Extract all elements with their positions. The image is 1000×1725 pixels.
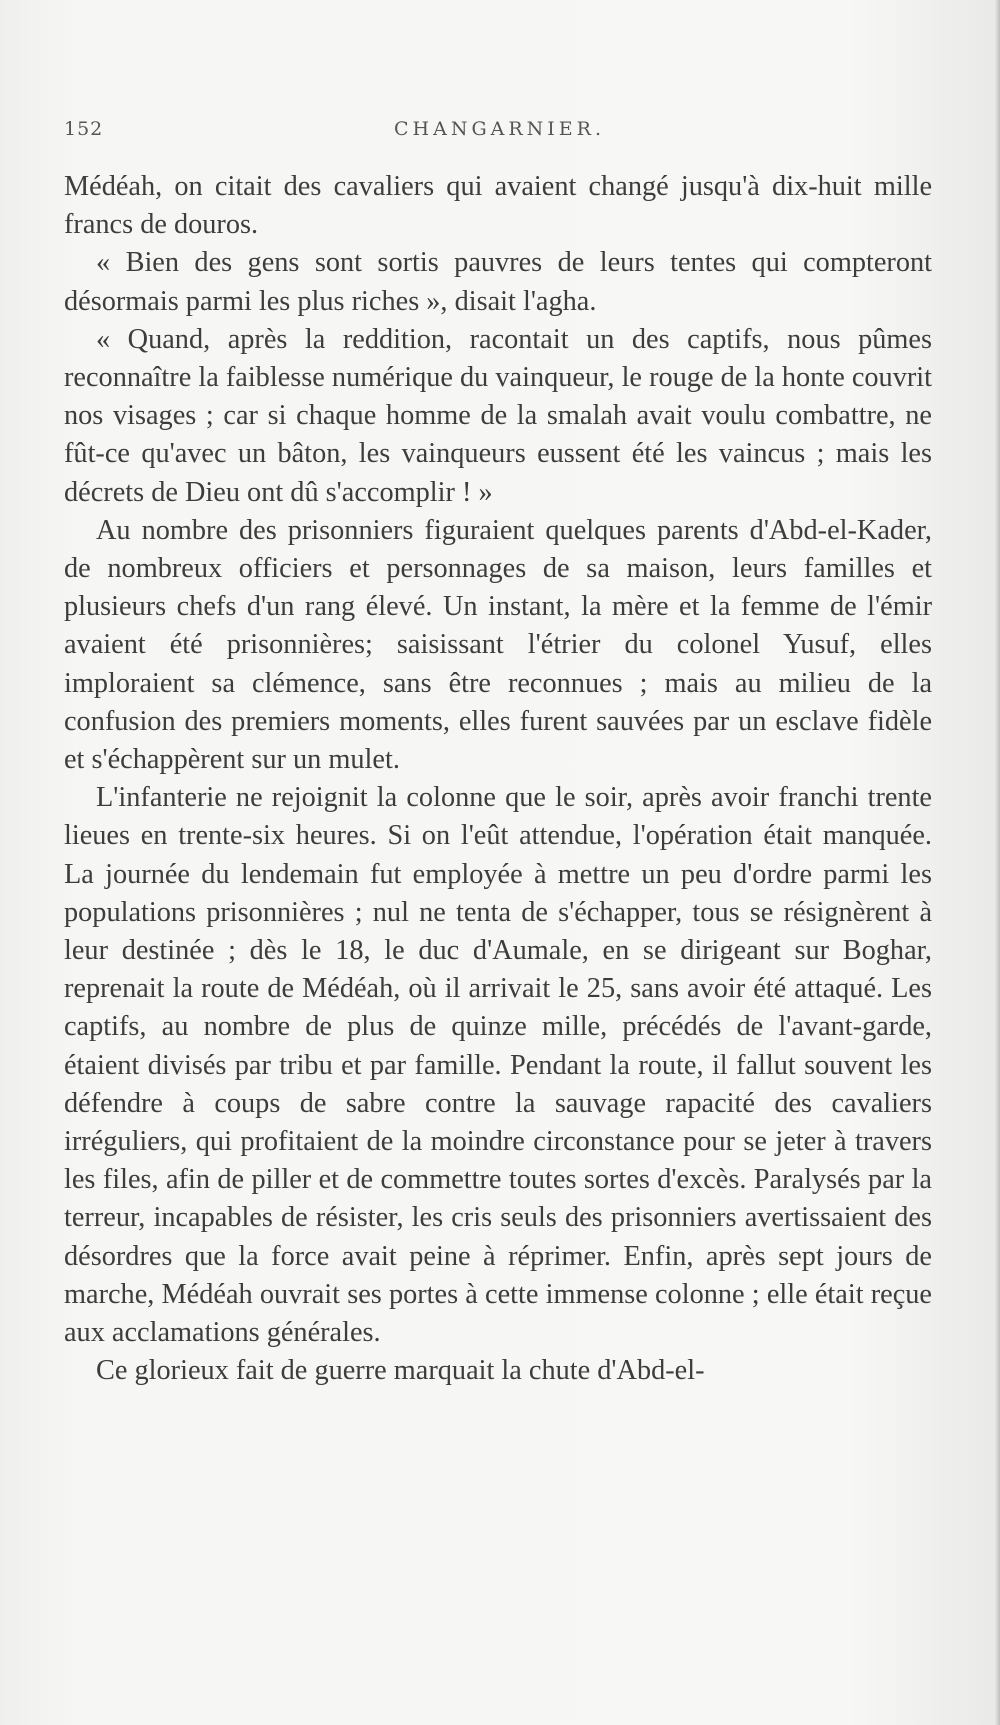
paragraph-infantry: L'infanterie ne rejoignit la colonne que le soir, après avoir franchi trente lieues en trente-six heures. Si on l'eût attendue, l'opération était manquée. La journée du lendemain fut employée à mettre un peu d'ordre parmi les populations prisonnières ; nul ne tenta de s'échapper, tous se résignèrent à leur destinée ; dès le 18, le duc d'Aumale, en se dirigeant sur Boghar, reprenait la route de Médéah, où il arrivait le 25, sans avoir été attaqué. Les captifs, au nombre de plus de quinze mille, précédés de l'avant-garde, étaient divisés par tribu et par famille. Pendant la route, il fallut souvent les défendre à coups de sabre contre la sauvage rapacité des cavaliers irréguliers, qui profitaient de la moindre circonstance pour se jeter à travers les files, afin de piller et de commettre toutes sortes d'excès. Paralysés par la terreur, incapables de résister, les cris seuls des prisonniers avertissaient des désordres que la force avait peine à réprimer. Enfin, après sept jours de marche, Médéah ouvrait ses portes à cette immense colonne ; elle était reçue aux acclamations générales. — [64, 782, 932, 1349]
running-title: CHANGARNIER. — [394, 118, 606, 140]
paragraph-continuation: Médéah, on citait des cavaliers qui avaient changé jusqu'à dix-huit mille francs de douros. — [64, 171, 932, 241]
page-edge-shadow — [994, 0, 1000, 1725]
paragraph-prisoners: Au nombre des prisonniers figuraient quelques parents d'Abd-el-Kader, de nombreux officiers et personnages de sa maison, leurs familles et plusieurs chefs d'un rang élevé. Un instant, la mère et la femme de l'émir avaient été prisonnières; saisissant l'étrier du colonel Yusuf, elles imploraient sa clémence, sans être reconnues ; mais au milieu de la confusion des premiers moments, elles furent sauvées par un esclave fidèle et s'échappèrent sur un mulet. — [64, 514, 932, 776]
paragraph-quote-captive: « Quand, après la reddition, racontait un des captifs, nous pûmes reconnaître la faiblesse numérique du vainqueur, le rouge de la honte couvrit nos visages ; car si chaque homme de la smalah avait voulu combattre, ne fût-ce qu'avec un bâton, les vainqueurs eussent été les vaincus ; mais les décrets de Dieu ont dû s'accomplir ! » — [64, 323, 932, 508]
page-number: 152 — [64, 118, 104, 140]
paragraph-quote-agha: « Bien des gens sont sortis pauvres de leurs tentes qui compteront désormais parmi les plus riches », disait l'agha. — [64, 247, 932, 317]
body-text — [64, 168, 932, 1391]
paragraph-final: Ce glorieux fait de guerre marquait la chute d'Abd-el- — [96, 1355, 705, 1387]
running-header — [64, 118, 944, 150]
